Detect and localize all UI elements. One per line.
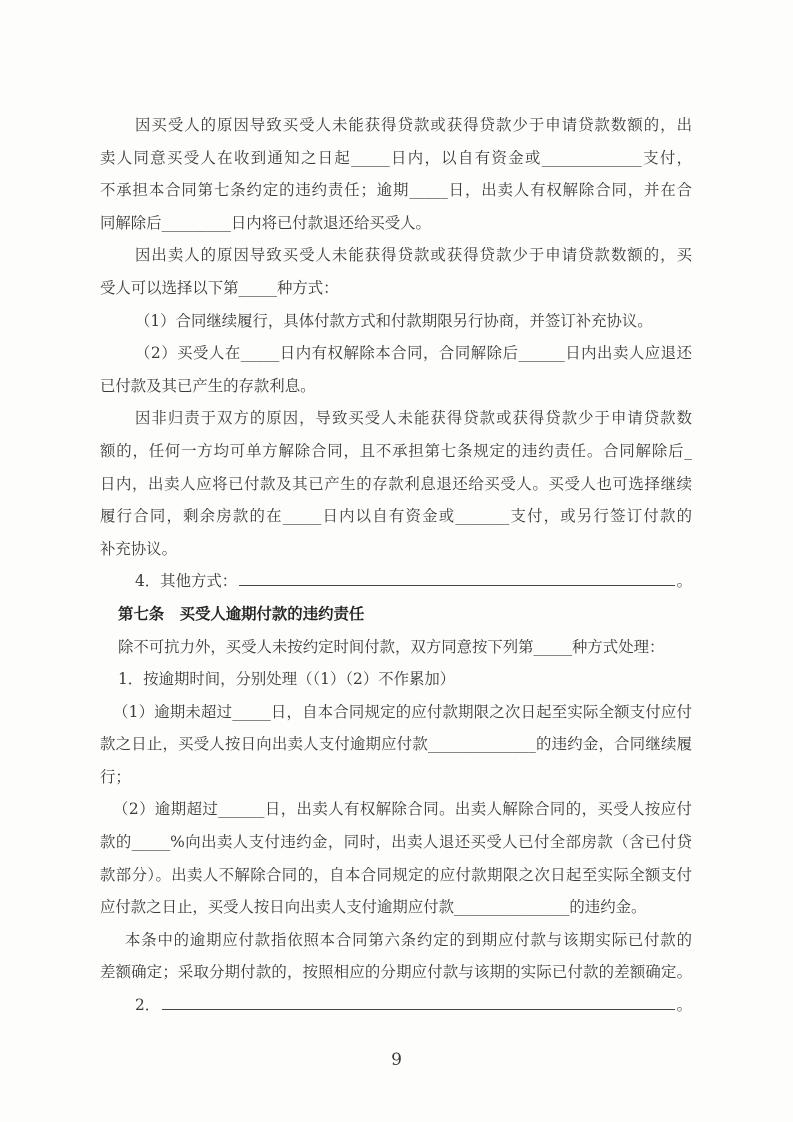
text-line: （2）买受人在_____日内有权解除本合同，合同解除后______日内出卖人应退还: [135, 344, 692, 363]
text-line: （1）合同继续履行，具体付款方式和付款期限另行协商，并签订补充协议。: [135, 311, 653, 330]
text-line: 款部分）。出卖人不解除合同的，自本合同规定的应付款期限之次日起至实际全额支付: [100, 865, 692, 884]
text-line: 卖人同意买受人在收到通知之日起_____日内，以自有资金或_____________支付，: [100, 148, 692, 167]
article-7-heading: 第七条 买受人逾期付款的违约责任: [118, 604, 365, 623]
item-2-line: [100, 989, 692, 1022]
text-line: 补充协议。: [100, 539, 177, 558]
text-line: 差额确定；采取分期付款的，按照相应的分期应付款与该期的实际已付款的差额确定。: [100, 963, 692, 982]
text-line: 额的，任何一方均可单方解除合同，且不承担第七条规定的违约责任。合同解除后_: [100, 441, 692, 460]
text-line: 行；: [100, 767, 131, 786]
other-method-label: 4．其他方式：: [135, 572, 238, 591]
other-method-line: [100, 565, 692, 598]
text-line: 1．按逾期时间，分别处理（（1）（2）不作累加）: [118, 670, 456, 689]
text-line: 款之日止，买受人按日向出卖人支付逾期应付款______________的违约金，合同继续履: [100, 735, 692, 754]
text-line: 不承担本合同第七条约定的违约责任；逾期_____日，出卖人有权解除合同，并在合: [100, 181, 692, 200]
text-line: 本条中的逾期应付款指依照本合同第六条约定的到期应付款与该期实际已付款的: [125, 930, 692, 949]
text-line: 已付款及其已产生的存款利息。: [100, 376, 316, 395]
text-line: 受人可以选择以下第_____种方式：: [100, 278, 339, 297]
end-mark: 。: [676, 996, 692, 1015]
text-line: 因出卖人的原因导致买受人未能获得贷款或获得贷款少于申请贷款数额的，买: [135, 246, 692, 265]
text-line: 款的_____%向出卖人支付违约金，同时，出卖人退还买受人已付全部房款（含已付贷: [100, 833, 692, 852]
contract-page-body: [100, 109, 692, 1022]
text-line: 履行合同，剩余房款的在_____日内以自有资金或_______支付，或另行签订付款的: [100, 507, 692, 526]
text-line: （1）逾期未超过_____日，自本合同规定的应付款期限之次日起至实际全额支付应付: [113, 702, 692, 721]
text-line: 同解除后_________日内将已付款退还给买受人。: [100, 213, 431, 232]
text-line: 日内，出卖人应将已付款及其已产生的存款利息退还给买受人。买受人也可选择继续: [100, 474, 692, 493]
other-method-blank[interactable]: [239, 565, 674, 586]
text-line: 除不可抗力外，买受人未按约定时间付款，双方同意按下列第_____种方式处理：: [118, 637, 665, 656]
end-mark: 。: [676, 572, 692, 591]
item-2-label: 2．: [135, 996, 161, 1015]
item-2-blank[interactable]: [162, 989, 674, 1010]
text-line: 因买受人的原因导致买受人未能获得贷款或获得贷款少于申请贷款数额的，出: [135, 116, 692, 134]
text-line: （2）逾期超过______日，出卖人有权解除合同。出卖人解除合同的，买受人按应付: [113, 800, 692, 819]
page-number: 9: [391, 1050, 402, 1070]
text-line: 因非归责于双方的原因，导致买受人未能获得贷款或获得贷款少于申请贷款数: [135, 409, 692, 428]
text-line: 应付款之日止，买受人按日向出卖人支付逾期应付款_______________的违约金。: [100, 898, 647, 917]
